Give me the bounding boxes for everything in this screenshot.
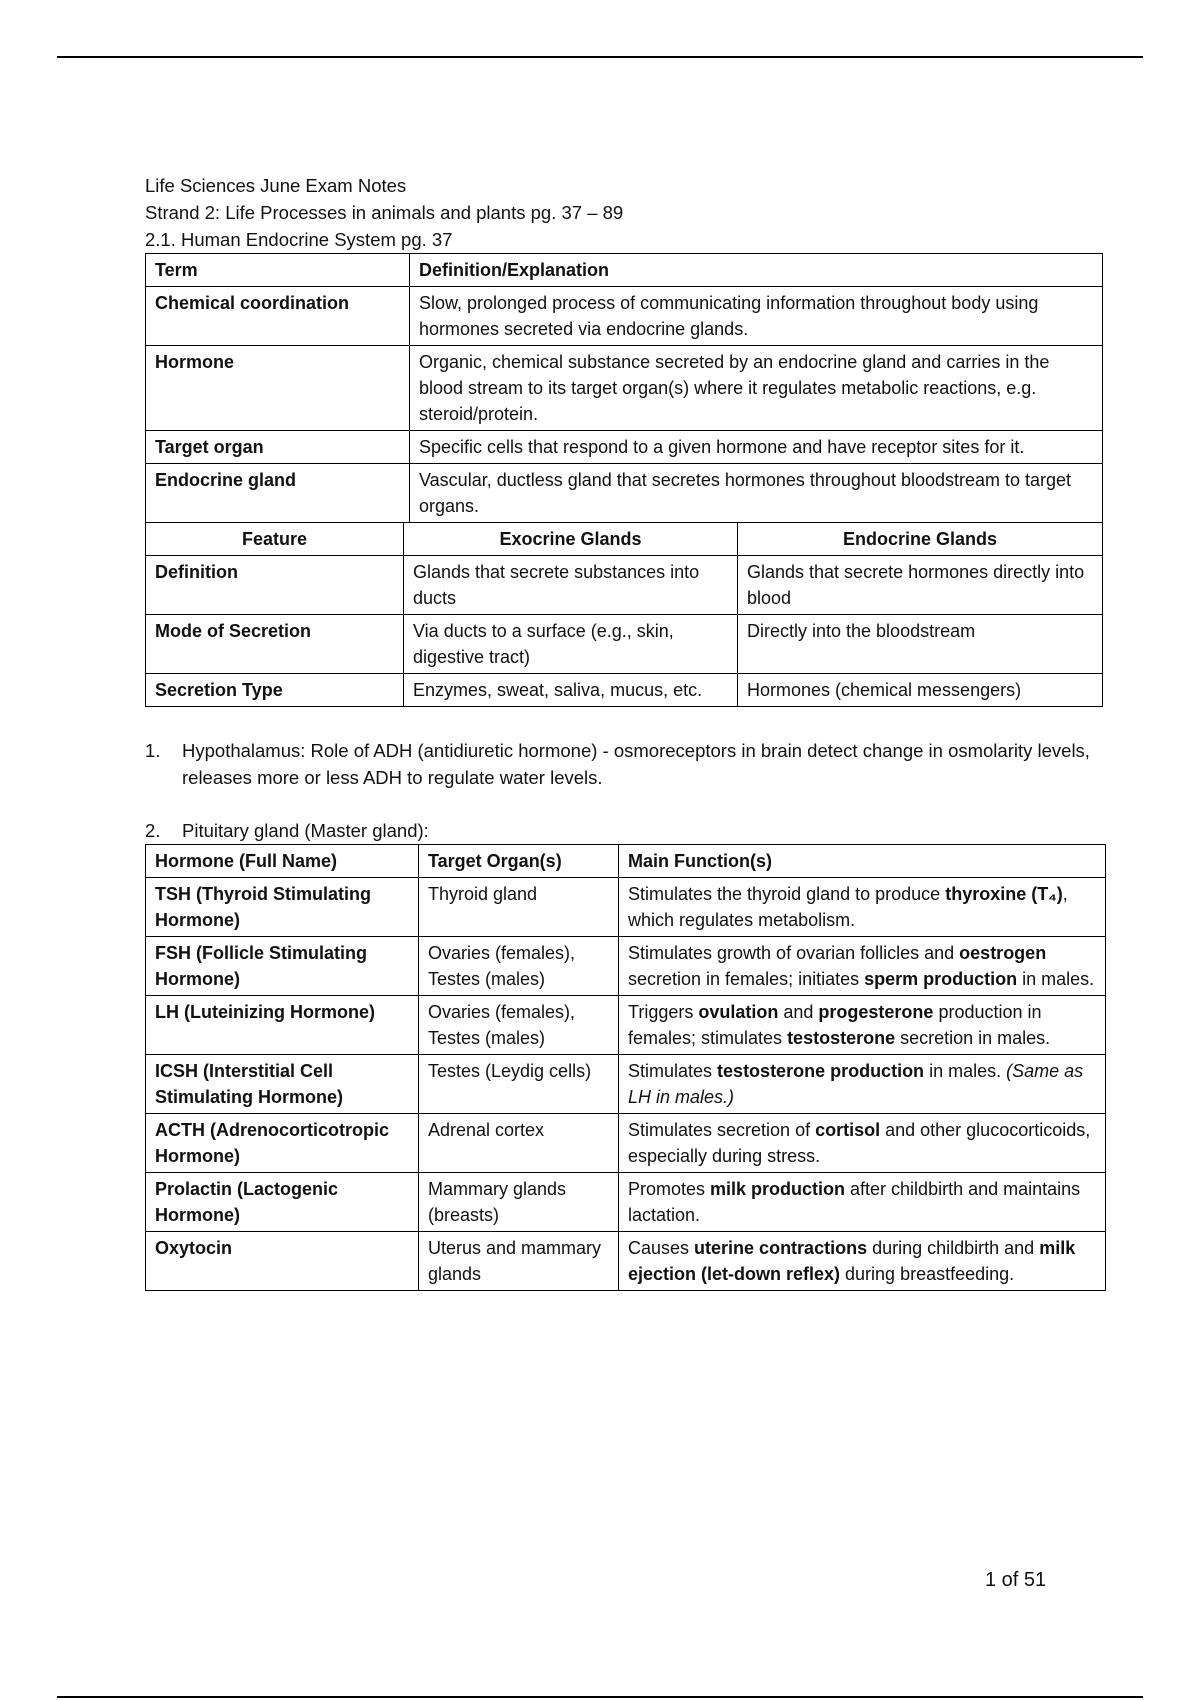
table-row	[146, 936, 1106, 995]
table-header-row	[146, 522, 1103, 555]
glands-table	[145, 522, 1103, 707]
definition-cell: Vascular, ductless gland that secretes hormones throughout bloodstream to target organs.	[410, 464, 1103, 523]
hormones-table	[145, 844, 1106, 1291]
endocrine-cell: Hormones (chemical messengers)	[738, 673, 1103, 706]
exocrine-cell: Enzymes, sweat, saliva, mucus, etc.	[404, 673, 738, 706]
column-header: Exocrine Glands	[404, 522, 738, 555]
target-organ-cell: Mammary glands (breasts)	[419, 1172, 619, 1231]
doc-title: Life Sciences June Exam Notes	[145, 175, 407, 196]
function-text: Promotes	[628, 1178, 711, 1199]
list-item-text: Pituitary gland (Master gland):	[182, 819, 429, 841]
table-row	[146, 555, 1103, 614]
term-cell: Chemical coordination	[146, 287, 410, 346]
list-number: 1.	[145, 739, 161, 761]
function-text: cortisol	[815, 1119, 881, 1140]
bottom-rule	[57, 1696, 1143, 1698]
terms-table	[145, 253, 1103, 523]
hormone-name-cell: TSH (Thyroid Stimulating Hormone)	[146, 877, 419, 936]
target-organ-cell: Uterus and mammary glands	[419, 1231, 619, 1290]
table-row	[146, 877, 1106, 936]
column-header: Definition/Explanation	[410, 254, 1103, 287]
endocrine-cell: Glands that secrete hormones directly into blood	[738, 555, 1103, 614]
hormone-name-cell: ICSH (Interstitial Cell Stimulating Hormone)	[146, 1054, 419, 1113]
function-text: , which regulates metabolism.	[628, 883, 1068, 930]
table-header-row	[146, 844, 1106, 877]
exocrine-cell: Glands that secrete substances into ducts	[404, 555, 738, 614]
table-row	[146, 673, 1103, 706]
column-header: Main Function(s)	[619, 844, 1106, 877]
column-header: Target Organ(s)	[419, 844, 619, 877]
function-text: progesterone	[818, 1001, 934, 1022]
hormone-name-cell: FSH (Follicle Stimulating Hormone)	[146, 936, 419, 995]
function-cell	[619, 1231, 1106, 1290]
target-organ-cell: Ovaries (females), Testes (males)	[419, 936, 619, 995]
function-cell	[619, 877, 1106, 936]
function-text: during childbirth and	[867, 1237, 1040, 1258]
function-text: sperm production	[864, 968, 1018, 989]
function-text: in males.	[1017, 968, 1095, 989]
table-row	[146, 464, 1103, 523]
term-cell: Endocrine gland	[146, 464, 410, 523]
function-text: during breastfeeding.	[840, 1263, 1015, 1284]
term-cell: Target organ	[146, 431, 410, 464]
function-cell	[619, 936, 1106, 995]
function-text: uterine contractions	[694, 1237, 868, 1258]
strand-heading: Strand 2: Life Processes in animals and plants pg. 37 – 89	[145, 202, 624, 223]
top-rule	[57, 56, 1143, 58]
list-number: 2.	[145, 819, 161, 841]
function-cell	[619, 1054, 1106, 1113]
definition-cell: Organic, chemical substance secreted by an endocrine gland and carries in the blood stream to its target organ(s) where it regulates metabolic reactions, e.g. steroid/protein.	[410, 346, 1103, 431]
function-text: and other glucocorticoids, especially during stress.	[628, 1119, 1091, 1166]
function-text: Stimulates	[628, 1060, 718, 1081]
function-text: Stimulates secretion of	[628, 1119, 816, 1140]
table-row	[146, 1172, 1106, 1231]
function-text: and	[778, 1001, 819, 1022]
hormone-name-cell: LH (Luteinizing Hormone)	[146, 995, 419, 1054]
table-row	[146, 346, 1103, 431]
function-text: (Same as LH in males.)	[628, 1060, 1084, 1107]
function-cell	[619, 1113, 1106, 1172]
target-organ-cell: Ovaries (females), Testes (males)	[419, 995, 619, 1054]
definition-cell: Specific cells that respond to a given hormone and have receptor sites for it.	[410, 431, 1103, 464]
list-item	[145, 817, 1105, 844]
table-row	[146, 431, 1103, 464]
function-text: after childbirth and maintains lactation.	[628, 1178, 1081, 1225]
list-item-text: Hypothalamus: Role of ADH (antidiuretic hormone) - osmoreceptors in brain detect change in osmolarity levels, releases more or less ADH to regulate water levels.	[182, 739, 1090, 788]
function-text: testosterone production	[717, 1060, 925, 1081]
column-header: Hormone (Full Name)	[146, 844, 419, 877]
page-content	[145, 172, 1105, 1291]
function-text: ovulation	[698, 1001, 779, 1022]
target-organ-cell: Thyroid gland	[419, 877, 619, 936]
term-cell: Hormone	[146, 346, 410, 431]
table-row	[146, 614, 1103, 673]
table-row	[146, 287, 1103, 346]
feature-cell: Mode of Secretion	[146, 614, 404, 673]
function-text: secretion in males.	[895, 1027, 1051, 1048]
function-text: Triggers	[628, 1001, 699, 1022]
hormone-name-cell: ACTH (Adrenocorticotropic Hormone)	[146, 1113, 419, 1172]
section-heading: 2.1. Human Endocrine System pg. 37	[145, 229, 453, 250]
function-text: milk ejection (let-down reflex)	[628, 1237, 1076, 1284]
table-header-row	[146, 254, 1103, 287]
function-cell	[619, 1172, 1106, 1231]
table-row	[146, 1113, 1106, 1172]
function-text: production in females; stimulates	[628, 1001, 1042, 1048]
hormone-name-cell: Prolactin (Lactogenic Hormone)	[146, 1172, 419, 1231]
column-header: Feature	[146, 522, 404, 555]
column-header: Endocrine Glands	[738, 522, 1103, 555]
function-text: oestrogen	[959, 942, 1047, 963]
function-text: testosterone	[787, 1027, 896, 1048]
feature-cell: Definition	[146, 555, 404, 614]
table-row	[146, 1054, 1106, 1113]
page-number: 1 of 51	[985, 1569, 1047, 1591]
function-text: in males.	[924, 1060, 1007, 1081]
target-organ-cell: Adrenal cortex	[419, 1113, 619, 1172]
function-text: thyroxine (T₄)	[945, 883, 1063, 904]
table-row	[146, 995, 1106, 1054]
function-text: Stimulates growth of ovarian follicles and	[628, 942, 960, 963]
list-item	[145, 737, 1105, 791]
feature-cell: Secretion Type	[146, 673, 404, 706]
function-text: Stimulates the thyroid gland to produce	[628, 883, 946, 904]
hormones-table-body	[146, 877, 1106, 1290]
function-text: Causes	[628, 1237, 695, 1258]
hormone-name-cell: Oxytocin	[146, 1231, 419, 1290]
exocrine-cell: Via ducts to a surface (e.g., skin, digestive tract)	[404, 614, 738, 673]
column-header: Term	[146, 254, 410, 287]
function-text: milk production	[710, 1178, 846, 1199]
function-text: secretion in females; initiates	[628, 968, 865, 989]
target-organ-cell: Testes (Leydig cells)	[419, 1054, 619, 1113]
endocrine-cell: Directly into the bloodstream	[738, 614, 1103, 673]
function-cell	[619, 995, 1106, 1054]
definition-cell: Slow, prolonged process of communicating information throughout body using hormones secreted via endocrine glands.	[410, 287, 1103, 346]
numbered-list	[145, 737, 1105, 844]
table-row	[146, 1231, 1106, 1290]
